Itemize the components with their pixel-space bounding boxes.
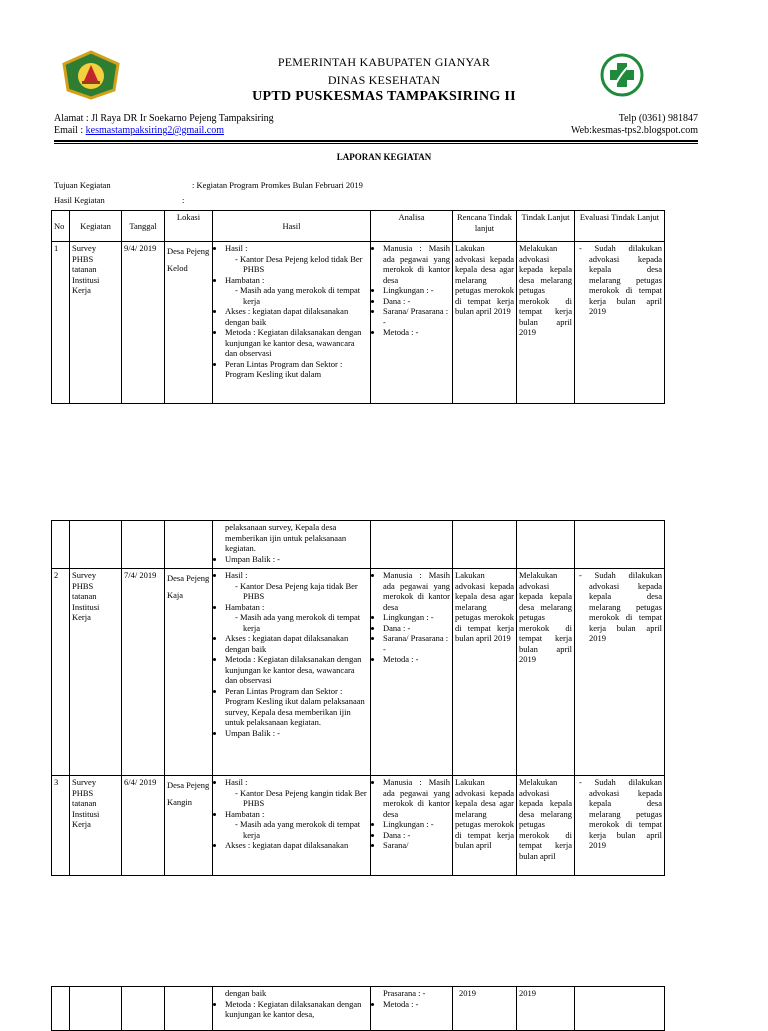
row-evaluasi: - Sudah dilakukan advokasi kepada kepala desa melarang petugas merokok di tempat kerja bulan april 2019 — [575, 242, 665, 404]
hasil-item: • Hasil : — [225, 570, 368, 581]
hasil-item: • Akses : kegiatan dapat dilaksanakan dengan baik — [225, 306, 368, 327]
hasil-subitem: - Kantor Desa Pejeng kaja tidak Ber PHBS — [235, 580, 358, 601]
row-tanggal: 9/4/ 2019 — [122, 242, 165, 404]
row-rencana: Lakukan advokasi kepada kepala desa agar melarang petugas merokok di tempat kerja bulan april — [453, 776, 517, 876]
col-tanggal: Tanggal — [122, 211, 165, 242]
col-hasil: Hasil — [213, 211, 371, 242]
address: Alamat : Jl Raya DR Ir Soekarno Pejeng Tampaksiring — [54, 113, 274, 124]
row-lokasi: Desa Pejeng Kelod — [165, 242, 213, 404]
col-analisa: Analisa — [371, 211, 453, 242]
org-name: UPTD PUSKESMAS TAMPAKSIRING II — [252, 89, 516, 104]
row-no: 2 — [52, 569, 70, 776]
table-row — [52, 242, 665, 404]
analisa-item: • Manusia : Masih ada pegawai yang merokok di kantor desa — [383, 243, 450, 285]
tujuan-label: Tujuan Kegiatan — [54, 180, 111, 190]
analisa-item: • Lingkungan : - — [383, 285, 450, 296]
analisa-item: • Dana : - — [383, 830, 450, 841]
row-tanggal: 6/4/ 2019 — [122, 776, 165, 876]
department-name: DINAS KESEHATAN — [327, 73, 441, 87]
email-link[interactable]: kesmastampaksiring2@gmail.com — [85, 125, 225, 136]
header-rule-thin — [54, 143, 698, 144]
analisa-item: • Dana : - — [383, 623, 450, 634]
gov-name: PEMERINTAH KABUPATEN GIANYAR — [277, 55, 491, 69]
hasil-item: • Hambatan : — [225, 275, 368, 286]
table-row-continued — [52, 521, 665, 569]
tujuan-value: : Kegiatan Program Promkes Bulan Februari 2019 — [192, 180, 363, 190]
analisa-item: • Sarana/ — [383, 840, 450, 851]
analisa-item: • Manusia : Masih ada pegawai yang merokok di kantor desa — [383, 777, 450, 819]
col-rencana: Rencana Tindak lanjut — [453, 211, 517, 242]
col-no: No — [52, 211, 70, 242]
analisa-item: • Sarana/ Prasarana : - — [383, 306, 450, 327]
hasil-item: • Peran Lintas Program dan Sektor : Program Kesling ikut dalam pelaksanaan survey, Kepala desa memberikan ijin untuk pelaksanaan kegiatan. — [225, 686, 368, 728]
row-rencana: Lakukan advokasi kepada kepala desa agar melarang petugas merokok di tempat kerja bulan april 2019 — [453, 242, 517, 404]
row-evaluasi: - Sudah dilakukan advokasi kepada kepala desa melarang petugas merokok di tempat kerja bulan april 2019 — [575, 569, 665, 776]
row-analisa — [371, 776, 453, 876]
hasil-value: : — [182, 195, 185, 205]
hasil-item: • Hasil : — [225, 243, 368, 254]
row-kegiatan: Survey PHBS tatanan Institusi Kerja — [70, 242, 122, 404]
activity-table-page2 — [51, 520, 665, 876]
row-tanggal: 7/4/ 2019 — [122, 569, 165, 776]
col-lokasi: Lokasi — [165, 211, 213, 242]
row-lokasi: Desa Pejeng Kaja — [165, 569, 213, 776]
row-tindak: 2019 — [517, 987, 575, 1031]
row-no: 1 — [52, 242, 70, 404]
activity-table-page1 — [51, 210, 665, 404]
row-hasil — [213, 569, 371, 776]
col-kegiatan: Kegiatan — [70, 211, 122, 242]
col-tindak: Tindak Lanjut — [517, 211, 575, 242]
hasil-item: • Akses : kegiatan dapat dilaksanakan — [225, 840, 368, 851]
row-tindak: Melakukan advokasi kepada kepala desa melarang petugas merokok di tempat kerja bulan april 2019 — [517, 569, 575, 776]
hasil-subitem: - Masih ada yang merokok di tempat kerja — [235, 819, 361, 840]
hasil-item: • Akses : kegiatan dapat dilaksanakan dengan baik — [225, 633, 368, 654]
hasil-item: • Peran Lintas Program dan Sektor : Program Kesling ikut dalam — [225, 359, 368, 380]
row-tindak: Melakukan advokasi kepada kepala desa melarang petugas merokok di tempat kerja bulan april 2019 — [517, 242, 575, 404]
analisa-item: • Metoda : - — [383, 327, 450, 338]
analisa-item: • Lingkungan : - — [383, 819, 450, 830]
hasil-item: • Metoda : Kegiatan dilaksanakan dengan kunjungan ke kantor desa, — [225, 999, 368, 1020]
hasil-item: • Hasil : — [225, 777, 368, 788]
row-hasil — [213, 521, 371, 569]
analisa-item: • Metoda : - — [383, 654, 450, 665]
hasil-subitem: - Masih ada yang merokok di tempat kerja — [235, 612, 361, 633]
row-hasil — [213, 242, 371, 404]
hasil-item: • Umpan Balik : - — [225, 554, 368, 565]
analisa-item: • Sarana/ Prasarana : - — [383, 633, 450, 654]
row-hasil — [213, 776, 371, 876]
hasil-item: • Hambatan : — [225, 809, 368, 820]
row-analisa — [371, 569, 453, 776]
hasil-item: • Umpan Balik : - — [225, 728, 368, 739]
row-kegiatan: Survey PHBS tatanan Institusi Kerja — [70, 776, 122, 876]
analisa-item: • Metoda : - — [383, 999, 450, 1010]
table-row — [52, 569, 665, 776]
hasil-item: • Metoda : Kegiatan dilaksanakan dengan kunjungan ke kantor desa, wawancara dan observasi — [225, 654, 368, 686]
row-tindak: Melakukan advokasi kepada kepala desa melarang petugas merokok di tempat kerja bulan april — [517, 776, 575, 876]
analisa-item: • Dana : - — [383, 296, 450, 307]
hasil-subitem: - Masih ada yang merokok di tempat kerja — [235, 285, 361, 306]
col-evaluasi: Evaluasi Tindak Lanjut — [575, 211, 665, 242]
row-analisa — [371, 242, 453, 404]
row-lokasi: Desa Pejeng Kangin — [165, 776, 213, 876]
hasil-subitem: - Kantor Desa Pejeng kangin tidak Ber PHBS — [235, 787, 367, 808]
hasil-item: • Hambatan : — [225, 602, 368, 613]
table-row — [52, 776, 665, 876]
hasil-label: Hasil Kegiatan — [54, 195, 105, 205]
analisa-item: • Lingkungan : - — [383, 612, 450, 623]
report-title: LAPORAN KEGIATAN — [336, 152, 432, 162]
header-rule-thick — [54, 140, 698, 142]
analisa-continued: Prasarana : - — [383, 988, 426, 998]
email-label: Email : — [54, 125, 86, 136]
website: Web:kesmas-tps2.blogspot.com — [571, 125, 698, 136]
hasil-subitem: - Kantor Desa Pejeng kelod tidak Ber PHBS — [235, 253, 363, 274]
analisa-item: • Manusia : Masih ada pegawai yang merokok di kantor desa — [383, 570, 450, 612]
row-rencana: Lakukan advokasi kepada kepala desa agar melarang petugas merokok di tempat kerja bulan april 2019 — [453, 569, 517, 776]
row-no: 3 — [52, 776, 70, 876]
email-line — [54, 125, 224, 137]
hasil-continued: dengan baik — [225, 988, 267, 998]
table-header-row — [52, 211, 665, 242]
hasil-item: • Metoda : Kegiatan dilaksanakan dengan kunjungan ke kantor desa, wawancara dan observasi — [225, 327, 368, 359]
row-kegiatan: Survey PHBS tatanan Institusi Kerja — [70, 569, 122, 776]
row-rencana: 2019 — [453, 987, 517, 1031]
phone: Telp (0361) 981847 — [618, 113, 698, 124]
activity-table-page3 — [51, 986, 665, 1031]
row-evaluasi: - Sudah dilakukan advokasi kepada kepala desa melarang petugas merokok di tempat kerja bulan april 2019 — [575, 776, 665, 876]
hasil-continued: pelaksanaan survey, Kepala desa memberikan ijin untuk pelaksanaan kegiatan. — [225, 522, 347, 553]
